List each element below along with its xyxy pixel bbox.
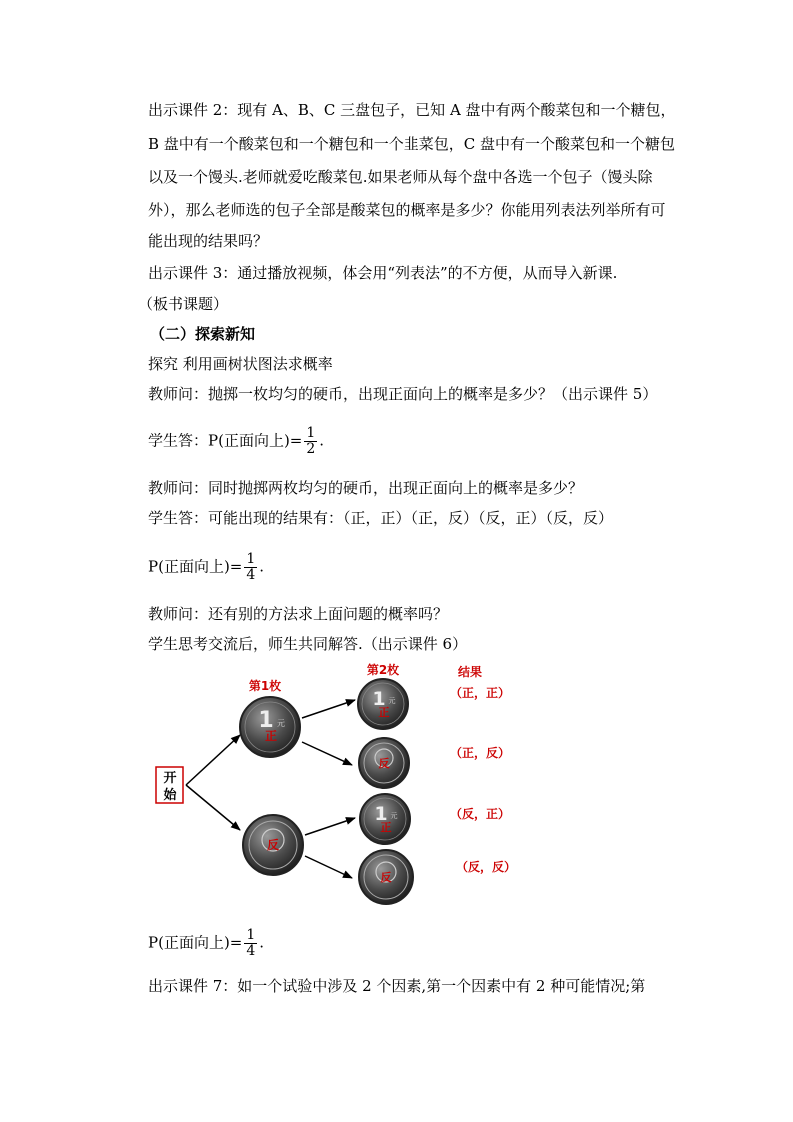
svg-text:反: 反 <box>378 757 390 770</box>
courseware7-line: 出示课件 7：如一个试验中涉及 2 个因素,第一个因素中有 2 种可能情况;第 <box>148 977 646 995</box>
arrow-tail-to-head <box>305 818 355 835</box>
para1-line5: 能出现的结果吗？ <box>148 232 269 250</box>
fraction-one-quarter-2: $\frac{1}{4}$ <box>246 927 256 959</box>
student-answer-1: 学生答：P(正面向上)= $\frac{1}{2}$ . <box>148 425 325 457</box>
para1-line4: 外），那么老师选的包子全部是酸菜包的概率是多少？你能用列表法列举所有可 <box>148 201 666 219</box>
svg-text:1: 1 <box>372 688 386 710</box>
result-head-head: （正，正） <box>449 686 511 700</box>
svg-text:正: 正 <box>380 821 392 834</box>
result-tail-tail: （反，反） <box>455 860 517 874</box>
coin-second-tail-2 <box>359 850 413 904</box>
coin-second-tail-1 <box>359 738 409 788</box>
arrow-start-to-head <box>186 735 240 785</box>
svg-text:元: 元 <box>388 697 396 705</box>
arrow-start-to-tail <box>186 785 240 830</box>
para2-line2: （板书课题） <box>138 295 229 313</box>
start-label-char2: 始 <box>163 788 177 803</box>
answer1-prefix: 学生答：P(正面向上)= <box>148 431 303 450</box>
coin-second-head-2 <box>360 794 410 844</box>
result-tail-head: （反，正） <box>449 807 511 821</box>
arrow-tail-to-tail <box>305 856 352 878</box>
svg-text:1: 1 <box>374 803 388 825</box>
teacher-question-1: 教师问：抛掷一枚均匀的硬币，出现正面向上的概率是多少？（出示课件 5） <box>148 385 658 403</box>
discussion-line: 学生思考交流后，师生共同解答.（出示课件 6） <box>148 635 468 653</box>
result-head-tail: （正，反） <box>449 746 511 760</box>
start-label-char1: 开 <box>163 771 177 786</box>
para1-line1: 出示课件 2：现有 A、B、C 三盘包子，已知 A 盘中有两个酸菜包和一个糖包， <box>148 101 676 119</box>
coin-second-head-1 <box>358 679 408 729</box>
coin-first-tail <box>243 815 303 875</box>
svg-text:反: 反 <box>266 838 280 852</box>
arrow-head-to-head <box>302 700 355 718</box>
teacher-question-2: 教师问：同时抛掷两枚均匀的硬币，出现正面向上的概率是多少？ <box>148 479 584 497</box>
second-coin-label: 第2枚 <box>366 663 400 677</box>
explore-title: 探究 利用画树状图法求概率 <box>148 355 333 373</box>
svg-text:正: 正 <box>264 729 278 743</box>
svg-text:元: 元 <box>390 812 398 820</box>
para1-line3: 以及一个馒头.老师就爱吃酸菜包.如果老师从每个盘中各选一个包子（馒头除 <box>148 168 653 186</box>
fraction-one-half: $\frac{1}{2}$ <box>306 425 316 457</box>
section-heading: （二）探索新知 <box>150 325 256 343</box>
para2-line1: 出示课件 3：通过播放视频，体会用“列表法”的不方便，从而导入新课. <box>148 264 618 282</box>
fraction-one-quarter: $\frac{1}{4}$ <box>246 551 256 583</box>
para1-line2: B 盘中有一个酸菜包和一个糖包和一个韭菜包，C 盘中有一个酸菜包和一个糖包 <box>148 135 676 153</box>
probability-equation-1: P(正面向上)= $\frac{1}{4}$ . <box>148 551 265 583</box>
svg-text:正: 正 <box>378 706 390 719</box>
result-label: 结果 <box>457 665 483 679</box>
svg-text:元: 元 <box>277 719 285 728</box>
probability-equation-2: P(正面向上)= $\frac{1}{4}$ . <box>148 927 265 959</box>
student-answer-2: 学生答：可能出现的结果有：（正，正）（正，反）（反，正）（反，反） <box>148 509 614 527</box>
teacher-question-3: 教师问：还有别的方法求上面问题的概率吗？ <box>148 605 449 623</box>
coin-first-head <box>240 697 300 757</box>
first-coin-label: 第1枚 <box>248 679 282 693</box>
arrow-head-to-tail <box>302 742 352 765</box>
svg-text:反: 反 <box>380 871 392 884</box>
svg-text:1: 1 <box>258 708 274 733</box>
